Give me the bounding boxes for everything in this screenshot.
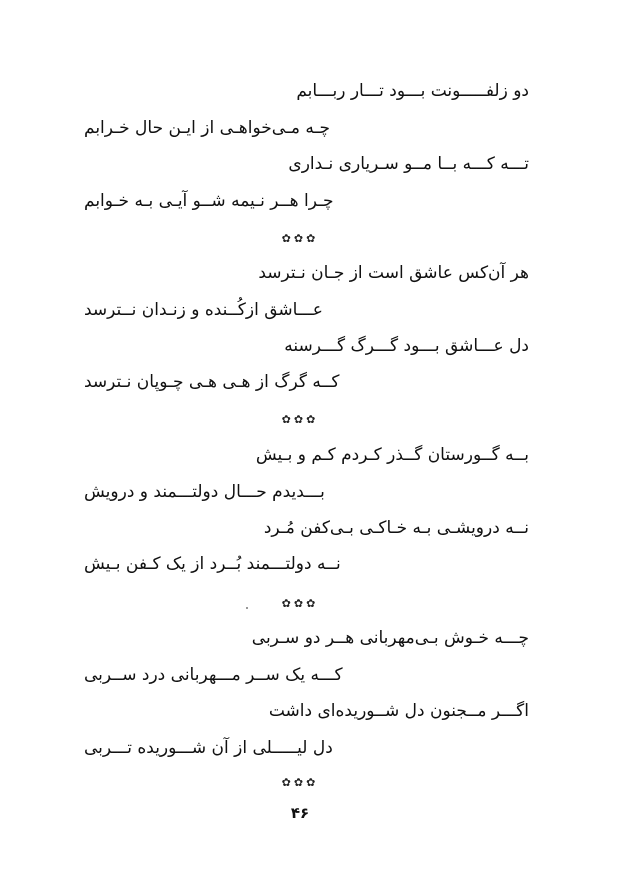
verse-line: کــه گرگ از هـی هـی چـوپان نـترسد xyxy=(84,372,340,392)
verse-line: عـــاشق ازکُــنده و زنـدان نــترسد xyxy=(84,300,323,320)
verse-line: دو زلفـــــونت بـــود تـــار ربـــابم xyxy=(296,81,529,101)
stanza-separator: ✿✿✿ xyxy=(281,597,319,610)
stanza-separator: ✿✿✿ xyxy=(281,413,319,426)
verse-line: هر آن‌کس عاشق است از جـان نـترسد xyxy=(258,263,529,283)
verse-line: بــه گــورستان گــذر کـردم کـم و بـیش xyxy=(255,445,529,465)
print-speck xyxy=(246,607,248,609)
stanza-separator: ✿✿✿ xyxy=(281,232,319,245)
verse-line: کـــه یک ســر مـــهربانی درد ســربی xyxy=(84,665,343,685)
verse-line: دل عـــاشق بـــود گـــرگ گـــرسنه xyxy=(284,336,529,356)
verse-line: دل لیـــــلی از آن شـــوریده تـــربی xyxy=(84,738,333,758)
page-number: ۴۶ xyxy=(290,804,310,822)
verse-line: چـــه خـوش بـی‌مهربانی هــر دو سـربی xyxy=(251,628,529,648)
verse-line: نــه دولتـــمند بُــرد از یک کـفن بـیش xyxy=(84,554,341,574)
verse-line: چـه مـی‌خواهـی از ایـن حال خـرابم xyxy=(84,118,330,138)
verse-line: بـــدیدم حـــال دولتـــمند و درویش xyxy=(84,482,325,502)
verse-line: نــه درویشـی بـه خـاکـی بـی‌کفن مُـرد xyxy=(263,518,529,538)
verse-line: اگـــر مــجنون دل شــوریده‌ای داشت xyxy=(268,701,529,721)
verse-line: تـــه کـــه بــا مــو سـریاری نـداری xyxy=(288,154,529,174)
verse-line: چـرا هــر نـیمه شــو آیـی بـه خـوابم xyxy=(84,191,334,211)
stanza-separator: ✿✿✿ xyxy=(281,776,319,789)
